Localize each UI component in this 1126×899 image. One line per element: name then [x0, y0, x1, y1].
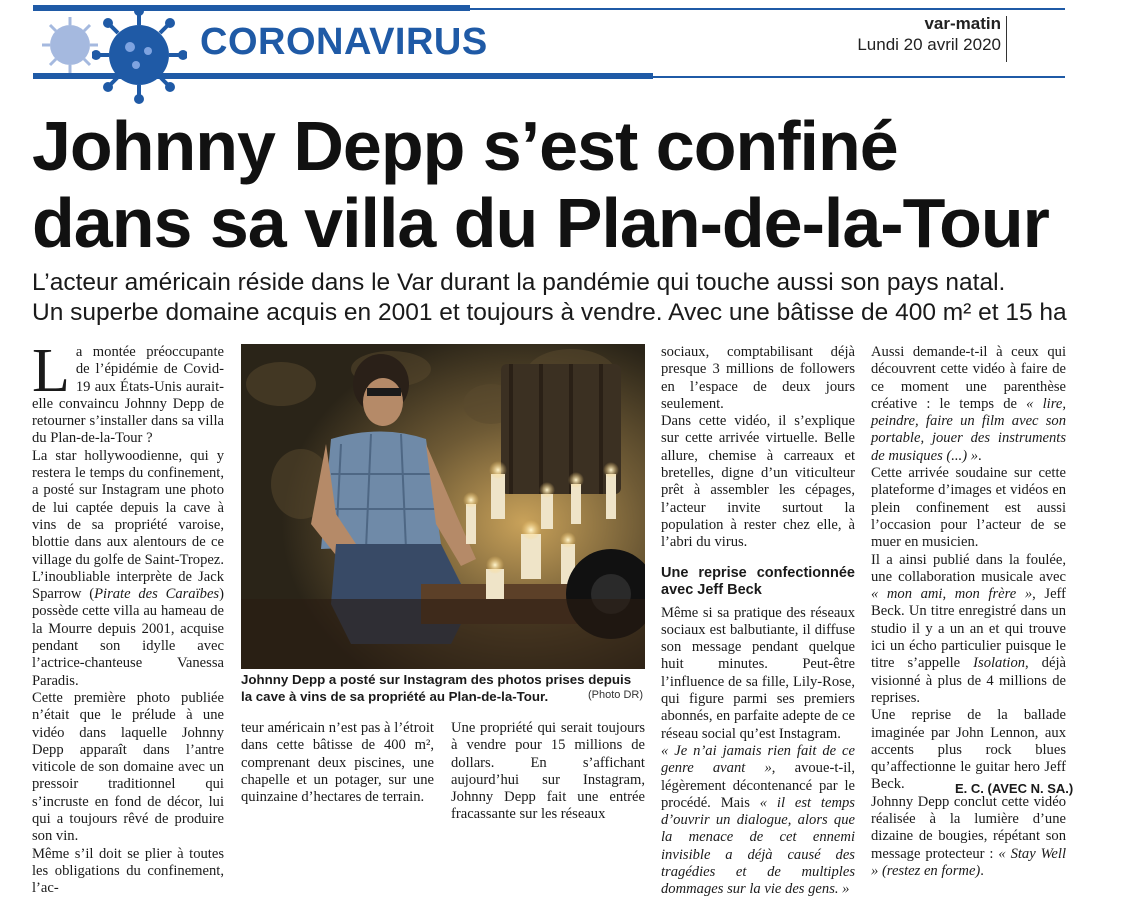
paragraph: Il a ainsi publié dans la foulée, une collaboration musicale avec « mon ami, mon frère », Jeff Beck. Un titre enregistré dans un studio il y a un an et qui trouve ici un écho particulier puisque le titre s’appelle Isolation, déjà visionné à plus de 4 millions de reprises. — [871, 551, 1067, 706]
article-photo — [241, 344, 645, 669]
header-divider — [1006, 16, 1007, 62]
publication-name: var-matin — [924, 14, 1001, 33]
paragraph: Aussi demande-t-il à ceux qui découvrent cette vidéo à faire de ce moment une parenthèse créative : le temps de « lire, peindre, faire un film avec son portable, jouer des instruments de musiques (...) ». — [871, 344, 1066, 464]
standfirst — [32, 268, 1092, 328]
paragraph: Johnny Depp conclut cette vidéo réalisée à la lumière d’une dizaine de bougies, répétant son message protecteur : « Stay Well » (restez en forme). — [871, 793, 1067, 879]
subheading: Une reprise confectionnée avec Jeff Beck — [661, 564, 855, 598]
photo-credit: (Photo DR) — [588, 689, 644, 701]
standfirst-line-2: Un superbe domaine acquis en 2001 et toujours à vendre. Avec une bâtisse de 400 m² et 15 ha — [32, 299, 1067, 326]
paragraph: Cette arrivée soudaine sur cette plateforme d’images et vidéos en plein confinement est aussi l’occasion pour l’acteur de se muer en musicien. — [871, 465, 1066, 551]
publication-date: Lundi 20 avril 2020 — [857, 35, 1001, 54]
headline-line-1: Johnny Depp s’est confiné — [32, 107, 898, 185]
paragraph: sociaux, comptabilisant déjà presque 3 millions de followers en l’espace de deux jours seulement. — [661, 344, 855, 412]
paragraph: « Je n’ai jamais rien fait de ce genre avant », avoue-t-il, légèrement décontenancé par le procédé. Mais « il est temps d’ouvrir un dialogue, alors que la menace de cet ennemi invisible a déjà causé des tragédies et de multiples dommages sur la vie des gens. » — [661, 742, 855, 898]
photo-caption: Johnny Depp a posté sur Instagram des photos prises depuis la cave à vins de sa propriété au Plan-de-la-Tour. — [241, 672, 632, 704]
article-column-5 — [871, 344, 1066, 880]
paragraph: La montée préoccupante de l’épidémie de Covid-19 aux États-Unis aurait-elle convaincu Johnny Depp de retourner s’installer dans sa villa du Plan-de-la-Tour ? — [32, 337, 224, 447]
paragraph: Dans cette vidéo, il s’explique sur cette arrivée virtuelle. Belle allure, chemise à carreaux et bretelles, digne d’un viticulteur prêt à assembler les cépages, l’acteur invite surtout la population à rester chez elle, à l’abri du virus. — [661, 413, 855, 551]
paragraph: Cette première photo publiée n’était que le prélude à une vidéo dans laquelle Johnny Depp apparaît dans l’antre viticole de son domaine avec un pressoir traditionnel qui s’incruste en fond de décor, lui qui a toujours rêvé de produire son vin. — [32, 689, 224, 845]
photo-image — [241, 344, 645, 669]
article-column-3 — [451, 720, 645, 824]
article-column-1 — [32, 337, 224, 898]
paragraph: Une reprise de la ballade imaginée par John Lennon, aux accents plus rock blues qu’affectionne le guitar hero Jeff Beck. — [871, 707, 1066, 793]
paragraph: Même si sa pratique des réseaux sociaux est balbutiante, il diffuse son message pendant quelque huit minutes. Peut-être l’influence de sa fille, Lily-Rose, qui figure parmi ses premiers abonnés, en parfaite adepte de ce réseau social qu’est Instagram. — [661, 604, 855, 742]
drop-cap: L — [32, 337, 70, 405]
headline — [32, 108, 1092, 262]
paragraph: L’inoubliable interprète de Jack Sparrow (Pirate des Caraïbes) possède cette villa au hameau de la Mourre depuis 2001, acquise pendant son idylle avec l’actrice-chanteuse Vanessa Paradis. — [32, 568, 224, 689]
paragraph: Une propriété qui serait toujours à vendre pour 15 millions de dollars. En s’affichant aujourd’hui sur Instagram, Johnny Depp fait une entrée fracassante sur les réseaux — [451, 720, 645, 823]
header-rule-top-thin — [470, 8, 1065, 10]
paragraph: Même s’il doit se plier à toutes les obligations du confinement, l’ac- — [32, 845, 224, 897]
headline-line-2: dans sa villa du Plan-de-la-Tour — [32, 184, 1049, 262]
section-title: CORONAVIRUS — [200, 21, 488, 63]
standfirst-line-1: L’acteur américain réside dans le Var durant la pandémie qui touche aussi son pays natal. — [32, 269, 1006, 296]
virus-large-icon — [92, 5, 187, 105]
header-rule-bottom-thin — [653, 76, 1065, 78]
article-column-4 — [661, 344, 855, 899]
paragraph: teur américain n’est pas à l’étroit dans cette bâtisse de 400 m², comprenant deux piscines, une chapelle et un potager, sur une quinzaine d’hectares de terrain. — [241, 720, 434, 806]
article-column-2 — [241, 720, 434, 806]
author-signature: E. C. (AVEC N. SA.) — [955, 781, 1074, 796]
paragraph: La star hollywoodienne, qui y restera le temps du confinement, a posté sur Instagram une photo de lui captée depuis la cave à vins de sa propriété varoise, blottie dans aux alentours de ce village du golfe de Saint-Tropez. — [32, 447, 224, 568]
